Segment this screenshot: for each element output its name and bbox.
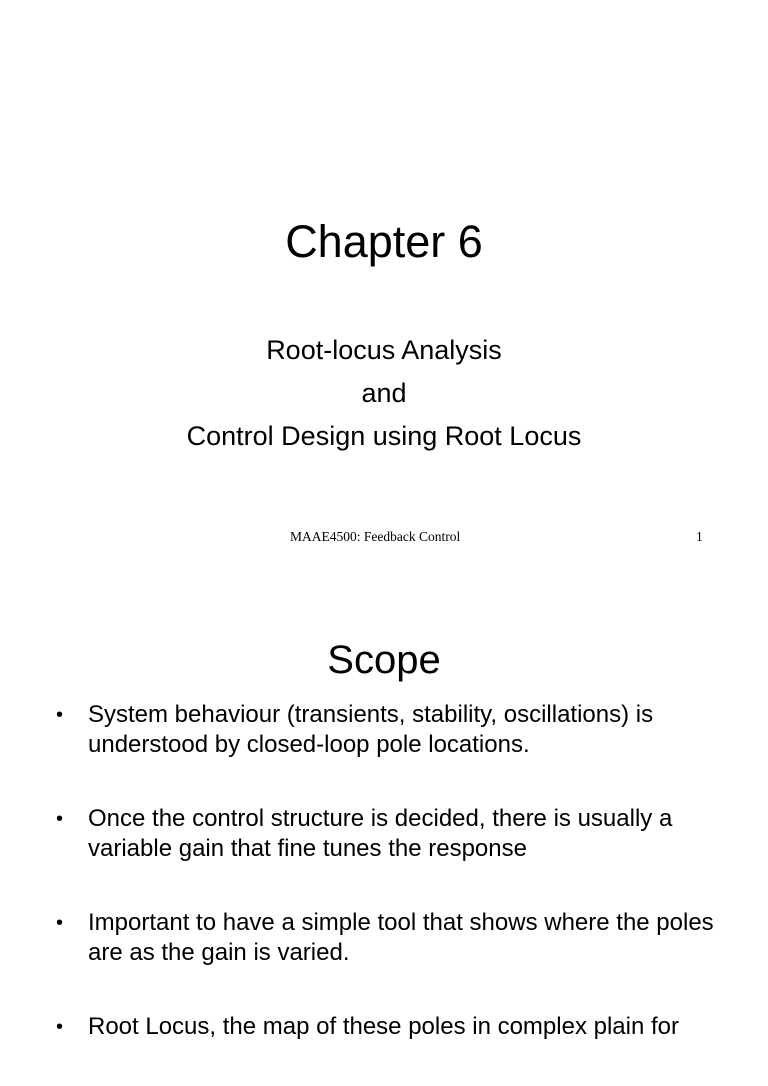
bullet-text: Once the control structure is decided, there is usually a variable gain that fine tunes the response: [88, 805, 673, 862]
subtitle-line-3: Control Design using Root Locus: [186, 421, 582, 451]
bullet-list: [0, 700, 768, 1086]
scope-title: Scope: [327, 638, 441, 682]
subtitle-line-2: and: [361, 378, 407, 408]
bullet-text: System behaviour (transients, stability, oscillations) is understood by closed-loop pole locations.: [88, 701, 654, 758]
list-item: [0, 908, 768, 968]
list-item: [0, 700, 768, 760]
bullet-dot-icon: •: [56, 704, 64, 726]
list-item: [0, 1012, 768, 1042]
chapter-title: Chapter 6: [285, 216, 483, 267]
bullet-text: Root Locus, the map of these poles in complex plain for: [88, 1013, 679, 1040]
bullet-dot-icon: •: [56, 912, 64, 934]
footer-course-name: MAAE4500: Feedback Control: [290, 529, 461, 544]
bullet-dot-icon: •: [56, 1016, 64, 1038]
footer-page-number: 1: [696, 529, 703, 544]
list-item: [0, 804, 768, 864]
subtitle-line-1: Root-locus Analysis: [266, 335, 502, 365]
slide-scope: [0, 576, 768, 1040]
bullet-dot-icon: •: [56, 808, 64, 830]
bullet-text: Important to have a simple tool that shows where the poles are as the gain is varied.: [88, 909, 714, 966]
